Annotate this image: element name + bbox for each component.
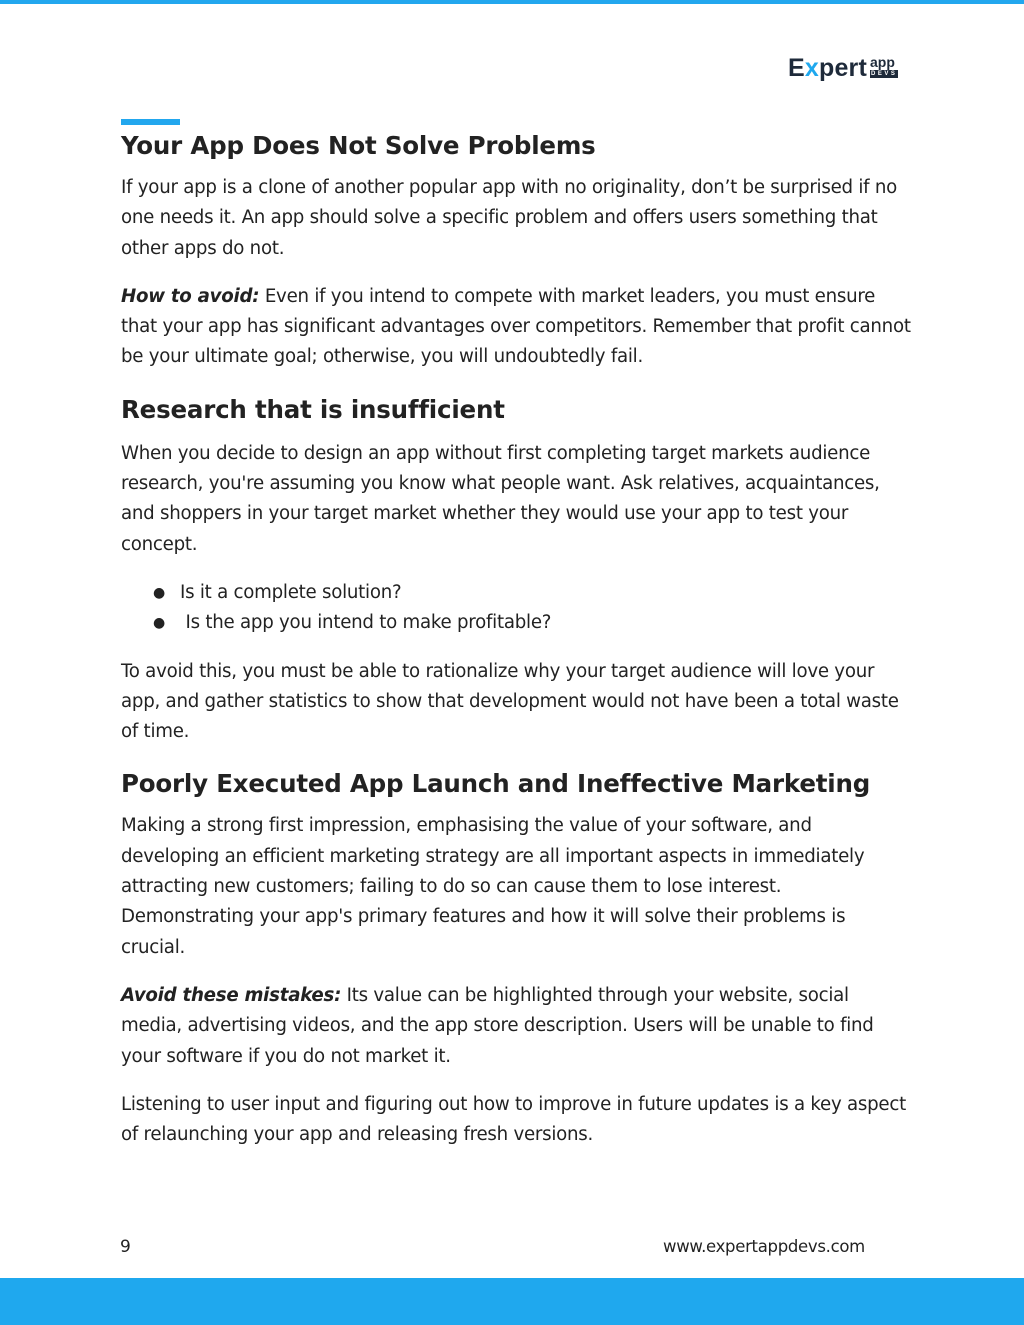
logo-badge: app DEVS — [870, 54, 898, 77]
website-link[interactable]: www.expertappdevs.com — [663, 1237, 865, 1256]
list-item: ● Is the app you intend to make profitable? — [121, 608, 911, 638]
paragraph-how-to-avoid: How to avoid: Even if you intend to compete with market leaders, you must ensure that your app has significant advantages over competitors. Remember that profit cannot be your ultimate goal; otherwise, you will undoubtedly fail. — [121, 285, 911, 368]
bullet-dot-icon: ● — [153, 584, 165, 601]
section-heading-solve-problems: Your App Does Not Solve Problems — [121, 131, 596, 160]
list-item: ● Is it a complete solution? — [121, 578, 911, 608]
section-heading-launch-marketing: Poorly Executed App Launch and Ineffective Marketing — [121, 769, 871, 799]
paragraph-first-impression: Making a strong first impression, emphasising the value of your software, and developing an efficient marketing strategy are all important aspects in immediately attracting new customers; failing to do so can cause them to lose interest. Demonstrating your app's primary features and how it will solve their problems is crucial. — [121, 815, 865, 958]
lead-avoid-mistakes: Avoid these mistakes: — [121, 984, 342, 1006]
section-accent-bar — [121, 119, 180, 125]
bullet-list — [121, 578, 911, 639]
logo-wordmark: Expert — [788, 54, 868, 82]
top-accent-rule — [0, 0, 1024, 4]
paragraph-clone-app: If your app is a clone of another popular app with no originality, don’t be surprised if no one needs it. An app should solve a specific problem and offers users something that other apps do not. — [121, 177, 897, 259]
bottom-accent-band — [0, 1278, 1024, 1325]
paragraph-research: When you decide to design an app without first completing target markets audience research, you're assuming you know what people want. Ask relatives, acquaintances, and shoppers in your target market whether they would use your app to test your concept. — [121, 442, 880, 555]
document-body — [121, 127, 911, 1150]
paragraph-user-input: Listening to user input and figuring out how to improve in future updates is a key aspect of relaunching your app and releasing fresh versions. — [121, 1093, 906, 1146]
page-number: 9 — [120, 1237, 131, 1257]
paragraph-avoid-rationalize: To avoid this, you must be able to rationalize why your target audience will love your app, and gather statistics to show that development would not have been a total waste of time. — [121, 660, 899, 743]
expert-app-devs-logo[interactable] — [788, 54, 898, 84]
paragraph-avoid-mistakes: Avoid these mistakes: Its value can be highlighted through your website, social media, advertising videos, and the app store description. Users will be unable to find your software if you do not market it. — [121, 984, 874, 1067]
lead-how-to-avoid: How to avoid: — [121, 285, 260, 307]
bullet-dot-icon: ● — [153, 615, 165, 632]
section-heading-research: Research that is insufficient — [121, 394, 505, 424]
